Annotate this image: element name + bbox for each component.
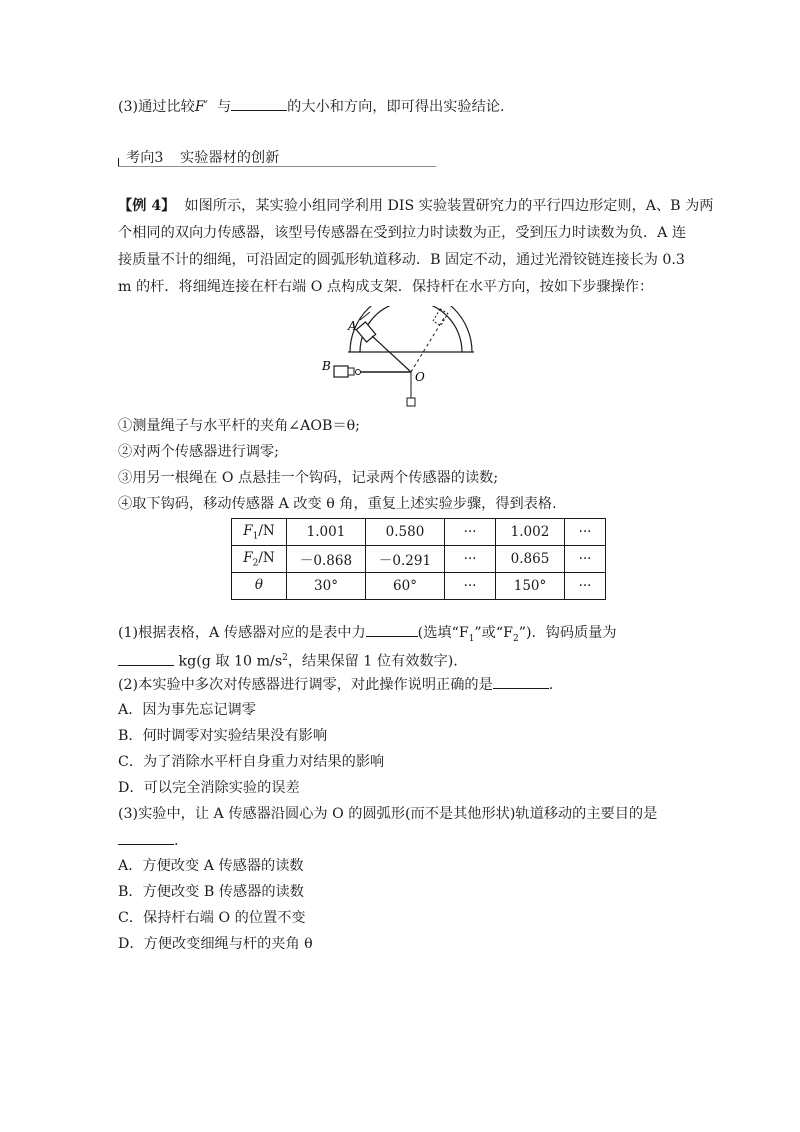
table-cell: 1.001 xyxy=(287,519,366,546)
section-title: 实验器材的创新 xyxy=(180,150,280,166)
table-cell: ··· xyxy=(445,546,496,573)
question-2-option-c[interactable]: C．为了消除水平杆自身重力对结果的影响 xyxy=(118,754,385,770)
example-line-4: m 的杆．将细绳连接在杆右端 O 点构成支架．保持杆在水平方向，按如下步骤操作： xyxy=(118,279,654,295)
prev-question-3: (3)通过比较F′ 与 的大小和方向，即可得出实验结论． xyxy=(118,96,514,117)
example-line-1: 【例 4】 如图所示，某实验小组同学利用 DIS 实验装置研究力的平行四边形定则，A、B 为两 xyxy=(118,198,714,214)
track-inner-arc xyxy=(360,306,462,352)
table-cell: ··· xyxy=(445,573,496,600)
question-1-line-2: kg(g 取 10 $m/s^2$，结果保留 1 位有效数字). xyxy=(118,648,458,672)
table-cell: 0.865 xyxy=(496,546,565,573)
row-header: $F_2/N$ xyxy=(232,546,287,573)
example-label: 【例 4】 xyxy=(118,198,176,214)
question-3-option-d[interactable]: D．方便改变细绳与杆的夹角 θ xyxy=(118,936,313,952)
answer-blank[interactable] xyxy=(118,830,174,845)
dashed-rope xyxy=(411,318,444,372)
step-4: ④取下钩码，移动传感器 A 改变 θ 角，重复上述实验步骤，得到表格. xyxy=(118,496,557,512)
sensor-b-hinge xyxy=(348,368,354,375)
table-cell: 0.580 xyxy=(366,519,445,546)
step-1: ①测量绳子与水平杆的夹角∠AOB＝θ; xyxy=(118,418,360,434)
table-cell: ··· xyxy=(445,519,496,546)
step-2: ②对两个传感器进行调零; xyxy=(118,444,279,460)
table-row xyxy=(232,546,606,573)
question-2-option-d[interactable]: D．可以完全消除实验的误差 xyxy=(118,780,300,796)
question-2-option-a[interactable]: A．因为事先忘记调零 xyxy=(118,702,256,718)
table-cell: 30° xyxy=(287,573,366,600)
apparatus-diagram xyxy=(320,306,480,412)
answer-blank[interactable] xyxy=(231,96,287,111)
table-cell: 1.002 xyxy=(496,519,565,546)
question-2-stem: (2)本实验中多次对传感器进行调零，对此操作说明正确的是 . xyxy=(118,674,553,695)
question-3-stem-end: . xyxy=(118,830,179,851)
question-1-line-1: (1)根据表格，A 传感器对应的是表中力 (选填“$F_1$”或“$F_2$”)．钩码质量为 xyxy=(118,622,617,649)
answer-blank[interactable] xyxy=(366,622,418,637)
data-table xyxy=(231,518,606,600)
question-3-option-b[interactable]: B．方便改变 B 传感器的读数 xyxy=(118,884,304,900)
answer-blank[interactable] xyxy=(493,674,549,689)
label-o: O xyxy=(415,370,425,384)
section-heading xyxy=(118,146,436,168)
question-3-option-a[interactable]: A．方便改变 A 传感器的读数 xyxy=(118,858,304,874)
row-header: $F_1/N$ xyxy=(232,519,287,546)
sensor-a xyxy=(356,322,375,342)
table-cell: ··· xyxy=(565,519,606,546)
table-cell: 60° xyxy=(366,573,445,600)
question-3-stem: (3)实验中，让 A 传感器沿圆心为 O 的圆弧形(而不是其他形状)轨道移动的主要目的是 xyxy=(118,806,658,822)
question-3-option-c[interactable]: C．保持杆右端 O 的位置不变 xyxy=(118,910,306,926)
step-3: ③用另一根绳在 O 点悬挂一个钩码，记录两个传感器的读数; xyxy=(118,470,499,486)
table-row xyxy=(232,573,606,600)
table-cell: －0.868 xyxy=(287,546,366,573)
table-cell: 150° xyxy=(496,573,565,600)
table-row xyxy=(232,519,606,546)
sensor-b xyxy=(334,366,348,377)
row-header: θ xyxy=(232,573,287,600)
rope-ao xyxy=(372,336,411,372)
table-cell: －0.291 xyxy=(366,546,445,573)
example-line-3: 接质量不计的细绳，可沿固定的圆弧形轨道移动．B 固定不动，通过光滑铰链连接长为 0.3 xyxy=(118,252,685,268)
hook-weight xyxy=(407,398,415,406)
sensor-a-alt-position xyxy=(433,309,448,326)
label-b: B xyxy=(322,359,331,373)
example-line-2: 个相同的双向力传感器，该型号传感器在受到拉力时读数为正，受到压力时读数为负．A 连 xyxy=(118,225,687,241)
hinge-pin xyxy=(356,370,361,375)
label-a: A xyxy=(348,319,357,333)
answer-blank[interactable] xyxy=(118,651,174,666)
table-cell: ··· xyxy=(565,546,606,573)
question-2-option-b[interactable]: B．何时调零对实验结果没有影响 xyxy=(118,728,328,744)
table-cell: ··· xyxy=(565,573,606,600)
section-tag: 考向3 xyxy=(126,150,164,166)
